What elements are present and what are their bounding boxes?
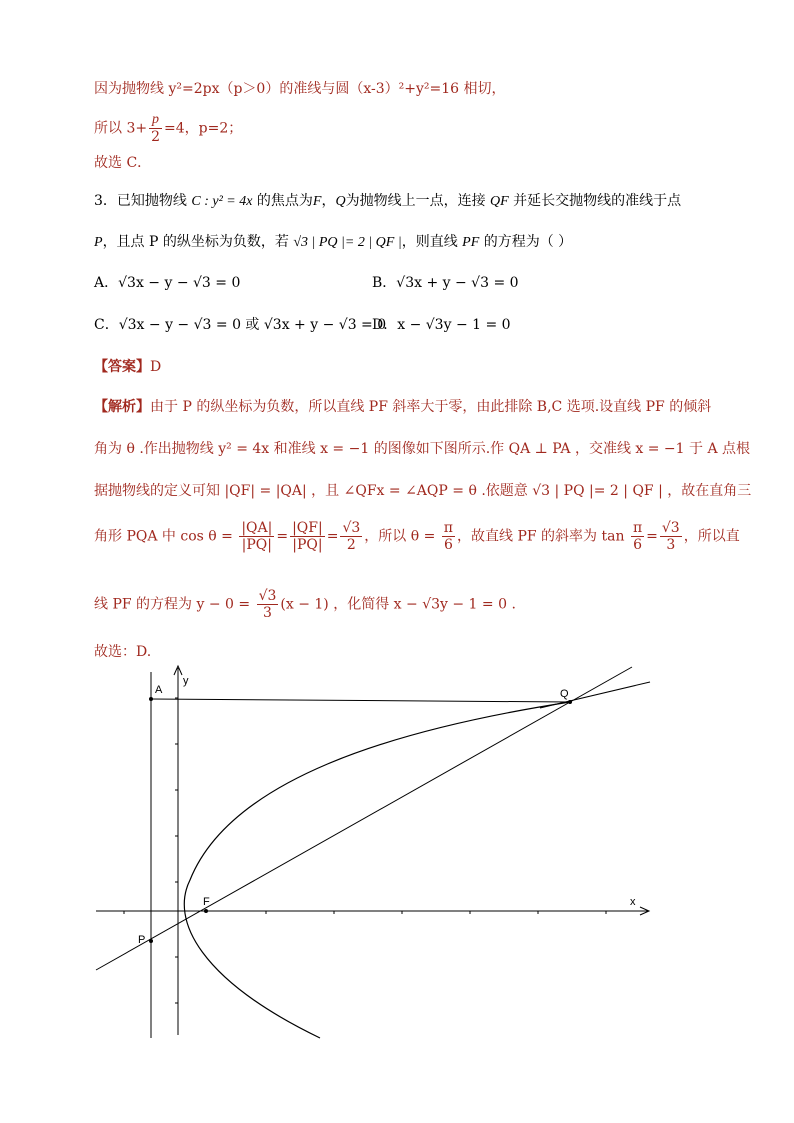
label-y: y — [183, 675, 189, 687]
solution-text: ，所以直 — [683, 528, 740, 545]
prev-line-2-pre: 所以 3+ — [94, 120, 148, 137]
solution-text: (x − 1) ，化简得 x − √3y − 1 = 0 . — [280, 596, 516, 613]
frac-num: π — [632, 520, 643, 536]
q3-text: 的方程为（ ） — [483, 234, 573, 250]
answer-line — [94, 356, 161, 376]
option-c[interactable]: C．√3x − y − √3 = 0 或 √3x + y − √3 = 0 — [94, 317, 387, 333]
prev-frac — [149, 112, 162, 145]
q3-stem-line-1 — [94, 190, 681, 210]
point-q — [568, 700, 572, 704]
q3-text: 为抛物线上一点，连接 — [345, 193, 486, 209]
solution-line-4 — [94, 520, 740, 553]
frac-num: √3 — [258, 588, 277, 604]
frac — [660, 520, 682, 553]
answer-tag: 【答案】 — [94, 359, 150, 375]
line-through-q — [540, 682, 650, 708]
q3-math: P — [94, 235, 103, 250]
q3-math: F — [312, 194, 322, 209]
frac-num: √3 — [342, 520, 361, 536]
frac — [239, 520, 274, 553]
equals: = — [326, 528, 339, 545]
frac — [257, 588, 279, 621]
q3-text: ，且点 P 的纵坐标为负数，若 — [102, 234, 289, 250]
solution-text: 角形 PQA 中 cos θ = — [94, 528, 233, 545]
parabola-figure — [0, 660, 794, 1060]
q3-text: ，则直线 — [401, 234, 458, 250]
prev-line-3: 故选 C． — [94, 155, 152, 171]
frac-num: √3 — [661, 520, 680, 536]
frac-den: 2 — [151, 129, 161, 145]
solution-text: ，所以 θ = — [364, 528, 436, 545]
answer-value: D — [150, 359, 162, 375]
equals: = — [276, 528, 289, 545]
segment-qa — [151, 699, 570, 702]
point-a — [149, 697, 153, 701]
solution-text: 线 PF 的方程为 y − 0 = — [94, 596, 251, 613]
solution-line-2: 角为 θ .作出抛物线 y² = 4x 和准线 x = −1 的图像如下图所示.作 QA ⊥ PA ，交准线 x = −1 于 A 点根 — [94, 441, 751, 457]
label-x: x — [630, 896, 636, 908]
q3-stem-line-2 — [94, 231, 572, 251]
q3-math: PF — [462, 235, 480, 250]
prev-line-1: 因为抛物线 y²=2px（p＞0）的准线与圆（x-3）²+y²=16 相切， — [94, 81, 506, 97]
q3-text: ， — [321, 193, 336, 209]
prev-line-2-post: =4，p=2； — [164, 120, 243, 137]
q3-text: 并延长交抛物线的准线于点 — [513, 193, 682, 209]
frac-num: |QA| — [241, 520, 273, 536]
prev-line-2 — [94, 112, 242, 145]
label-f: F — [203, 896, 210, 908]
equals: = — [646, 528, 658, 545]
frac-den: |PQ| — [292, 537, 323, 553]
q3-math: √3 | PQ |= 2 | QF | — [293, 235, 402, 250]
solution-tag: 【解析】 — [94, 399, 150, 415]
q3-math: QF — [490, 194, 509, 209]
frac — [631, 520, 644, 553]
q3-math: Q — [335, 194, 346, 209]
frac — [442, 520, 455, 553]
solution-line-5 — [94, 588, 516, 621]
label-p: P — [138, 934, 146, 946]
label-q: Q — [560, 688, 569, 700]
q3-text: 的焦点为 — [256, 193, 313, 209]
frac-num: π — [443, 520, 453, 536]
frac-den: |PQ| — [241, 537, 273, 553]
frac-den: 6 — [443, 537, 453, 553]
q3-text: 3．已知抛物线 — [94, 193, 187, 209]
frac-den: 3 — [263, 605, 272, 621]
option-a[interactable]: A．√3x − y − √3 = 0 — [94, 275, 241, 291]
label-a: A — [155, 684, 163, 696]
frac-den: 3 — [666, 537, 676, 553]
frac — [290, 520, 325, 553]
parabola-curve — [184, 702, 570, 1038]
frac-num: p — [149, 112, 162, 129]
solution-conclusion: 故选：D. — [94, 644, 152, 660]
option-b[interactable]: B．√3x + y − √3 = 0 — [372, 275, 519, 291]
solution-line-3: 据抛物线的定义可知 |QF| = |QA| ，且 ∠QFx = ∠AQP = θ .依题意 √3 | PQ |= 2 | QF | ，故在直角三 — [94, 483, 752, 499]
option-d[interactable]: D．x − √3y − 1 = 0 — [372, 317, 511, 333]
q3-math: C : y² = 4x — [191, 194, 253, 209]
frac — [340, 520, 362, 553]
line-pf — [96, 667, 632, 970]
point-f — [204, 909, 208, 913]
frac-den: 2 — [346, 537, 356, 553]
solution-text: 由于 P 的纵坐标为负数，所以直线 PF 斜率大于零，由此排除 B,C 选项.设直线 PF 的倾斜 — [150, 399, 712, 415]
solution-text: ，故直线 PF 的斜率为 tan — [457, 528, 625, 545]
frac-den: 6 — [633, 537, 642, 553]
frac-num: |QF| — [292, 520, 323, 536]
solution-line-1 — [94, 396, 711, 416]
point-p — [149, 939, 153, 943]
